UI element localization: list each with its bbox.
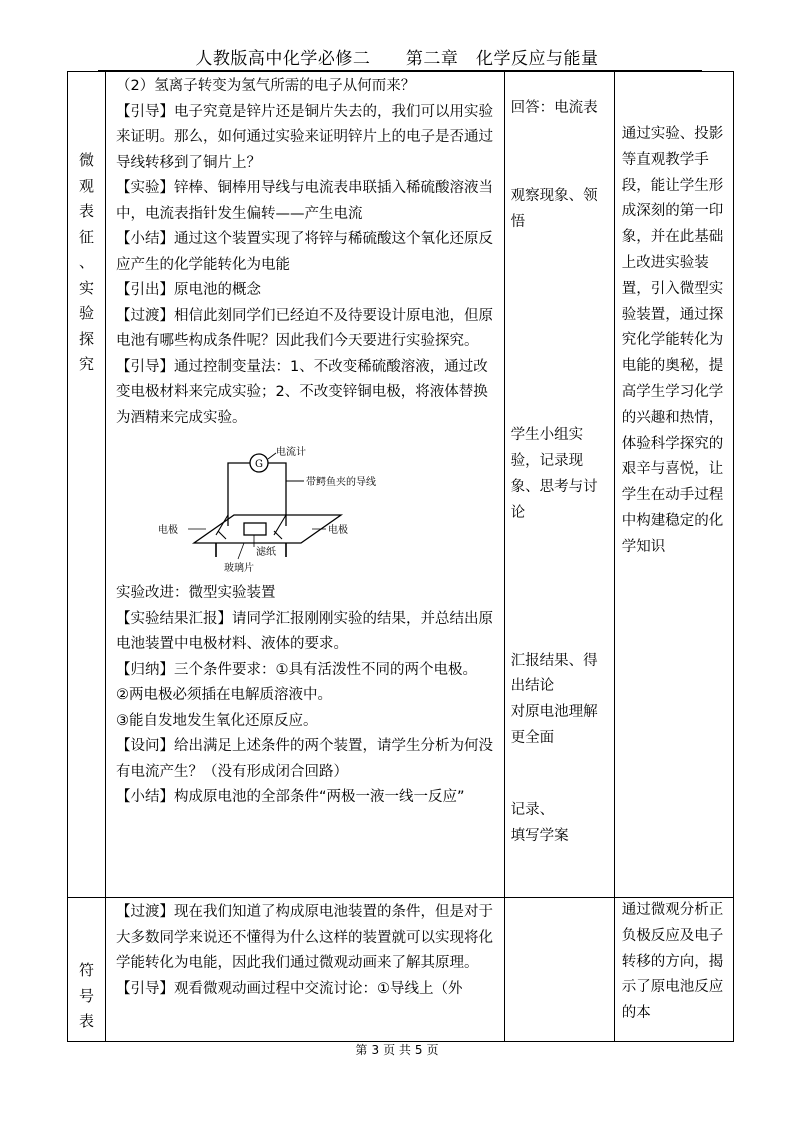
galvanometer-symbol: G <box>255 459 264 470</box>
footer-total-pages: 5 <box>414 1043 423 1057</box>
teacher-paragraph: 【引出】原电池的概念 <box>116 282 262 298</box>
design-intent-cell <box>614 72 733 898</box>
page-header-title: 人教版高中化学必修二 第二章 化学反应与能量 <box>195 49 599 69</box>
teacher-paragraph: ③能自发地发生氧化还原反应。 <box>116 712 318 729</box>
page-footer <box>0 1041 794 1058</box>
teacher-paragraph: 实验改进：微型实验装置 <box>116 585 276 601</box>
teacher-paragraph: 【引导】电子究竟是锌片还是铜片失去的，我们可以用实验来证明。那么，如何通过实验来证明锌片上的电子是否通过导线转移到了铜片上？ <box>116 103 494 171</box>
table-row <box>68 72 734 898</box>
teacher-paragraph: 【归纳】三个条件要求：①具有活泼性不同的两个电极。 <box>116 661 478 678</box>
lesson-plan-table <box>67 71 734 1042</box>
footer-page-number: 3 <box>371 1043 380 1057</box>
design-intent-text: 通过微观分析正负极反应及电子转移的方向，揭示了原电池反应的本 <box>621 902 724 1022</box>
student-note: 汇报结果、得出结论 <box>510 652 598 695</box>
filter-paper-shape <box>244 523 266 535</box>
galvanometer-label: 电流计 <box>276 447 307 458</box>
student-note: 观察现象、领悟 <box>510 187 598 230</box>
stage-cell <box>68 898 106 1042</box>
glass-slide-label: 玻璃片 <box>224 563 255 574</box>
teacher-paragraph: 【过渡】相信此刻同学们已经迫不及待要设计原电池，但原电池有哪些构成条件呢？因此我们今天要进行实验探究。 <box>116 307 494 349</box>
stage-char: 符 <box>79 961 95 979</box>
student-activity-cell <box>504 72 614 898</box>
stage-char: 、 <box>79 253 95 271</box>
stage-label <box>68 898 105 1035</box>
stage-char: 实 <box>79 278 95 297</box>
teacher-paragraph: 【实验】锌棒、铜棒用导线与电流表串联插入稀硫酸溶液当中，电流表指针发生偏转——产生电流 <box>116 180 494 222</box>
design-intent-cell <box>614 898 733 1042</box>
stage-char: 表 <box>79 202 95 220</box>
teacher-paragraph: （2）氢离子转变为氢气所需的电子从何而来？ <box>116 78 416 94</box>
student-note: 学生小组实验，记录现象、思考与讨论 <box>510 427 598 521</box>
stage-cell <box>68 72 106 898</box>
teacher-activity-cell <box>106 72 505 898</box>
teacher-paragraph: 【小结】通过这个装置实现了将锌与稀硫酸这个氧化还原反应产生的化学能转化为电能 <box>116 231 494 273</box>
stage-char: 征 <box>79 227 95 246</box>
stage-char: 号 <box>79 986 95 1005</box>
student-note: 填写学案 <box>510 827 569 844</box>
teacher-paragraph: 【引导】通过控制变量法：1、不改变稀硫酸溶液，通过改变电极材料来完成实验；2、不改变锌铜电极，将液体替换为酒精来完成实验。 <box>116 358 488 426</box>
teacher-paragraph: 【实验结果汇报】请同学汇报刚刚实验的结果，并总结出原电池装置中电极材料、液体的要求。 <box>116 610 494 652</box>
stage-char: 究 <box>79 355 95 373</box>
stage-char: 微 <box>79 151 95 169</box>
stage-char: 验 <box>79 304 95 322</box>
student-note: 回答：电流表 <box>510 100 598 116</box>
teacher-paragraph: 【小结】构成原电池的全部条件“两极一液一线一反应” <box>116 789 465 805</box>
stage-char: 观 <box>79 176 95 195</box>
wire-right <box>268 463 286 526</box>
footer-suffix: 页 <box>426 1043 439 1057</box>
stage-label <box>68 72 105 378</box>
teacher-activity-cell <box>106 898 505 1042</box>
electrode-left-label: 电极 <box>158 525 179 536</box>
footer-mid: 页 共 <box>383 1043 411 1057</box>
student-note: 对原电池理解更全面 <box>510 704 598 746</box>
teacher-paragraph: 【引导】观看微观动画过程中交流讨论：①导线上（外 <box>116 980 463 997</box>
electrode-right-label: 电极 <box>328 525 349 536</box>
teacher-paragraph: ②两电极必须插在电解质溶液中。 <box>116 687 333 703</box>
student-note: 记录、 <box>510 801 555 818</box>
student-activity-cell <box>504 898 614 1042</box>
micro-cell-diagram <box>116 431 496 581</box>
table-row <box>68 898 734 1042</box>
wire-label: 带鳄鱼夹的导线 <box>306 477 377 488</box>
filter-paper-label: 滤纸 <box>256 547 277 558</box>
design-intent-text: 通过实验、投影等直观教学手段，能让学生形成深刻的第一印象，并在此基础上改进实验装置，引入微型实验装置，通过探究化学能转化为电能的奥秘，提高学生学习化学的兴趣和热情，体验科学探究的艰辛与喜悦，让学生在动手过程中构建稳定的化学知识 <box>621 126 724 555</box>
teacher-paragraph: 【设问】给出满足上述条件的两个装置，请学生分析为何没有电流产生？（没有形成闭合回路） <box>116 738 494 780</box>
footer-prefix: 第 <box>355 1043 368 1057</box>
teacher-paragraph: 【过渡】现在我们知道了构成原电池装置的条件，但是对于大多数同学来说还不懂得为什么这样的装置就可以实现将化学能转化为电能，因此我们通过微观动画来了解其原理。 <box>116 904 494 971</box>
stage-char: 探 <box>79 329 95 348</box>
stage-char: 表 <box>79 1012 95 1030</box>
